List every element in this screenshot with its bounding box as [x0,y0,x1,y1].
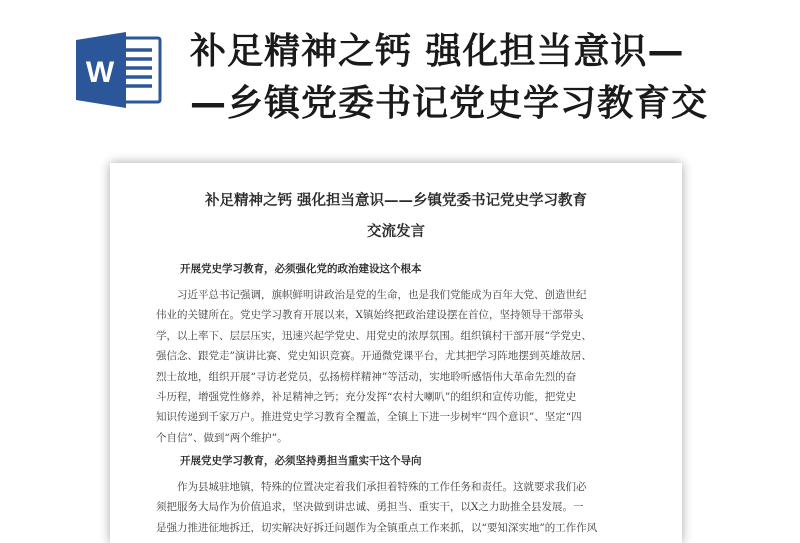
word-document-icon [76,32,164,108]
paragraph-line: 强信念、跟党走”演讲比赛、党史知识竞赛。开通微党课平台，尤其把学习阵地摆到英雄故居、 [156,350,592,363]
header-title [190,26,780,130]
paragraph-line: 作为县城驻地镇，特殊的位置决定着我们承担着特殊的工作任务和责任。这就要求我们必 [177,481,587,493]
word-icon-letter: W [85,56,115,89]
header-title-line: —乡镇党委书记党史学习教育交 [190,83,709,124]
paragraph-line: 习近平总书记强调，旗帜鲜明讲政治是党的生命，也是我们党能成为百年大党、创造世纪 [177,289,587,301]
document-title [110,185,682,247]
paragraph-line: 知识传递到千家万户。推进党史学习教育全覆盖，全镇上下进一步树牢“四个意识”、坚定“四 [156,411,582,424]
document-page [110,163,682,543]
paragraph [156,477,646,538]
paragraph-line: 学，以上率下、层层压实，迅速兴起学党史、用党史的浓厚氛围。组织镇村干部开展“学党史、 [156,329,592,342]
paragraph-line: 个自信”、做到“两个维护”。 [156,431,288,444]
paragraph-line: 是强力推进征地拆迁，切实解决好拆迁问题作为全镇重点工作来抓，以“要知深实地”的工作作风 [156,521,598,534]
paragraph-line: 须把服务大局作为价值追求，坚决做到讲忠诚、勇担当、重实干，以X之力助推全县发展。一 [156,501,584,514]
section-heading: 开展党史学习教育，必须强化党的政治建设这个根本 [180,263,422,275]
paragraph-line: 伟业的关键所在。党史学习教育开展以来，X镇始终把政治建设摆在首位，坚持领导干部带头 [156,309,584,322]
paragraph-line: 烈士故地，组织开展“寻访老党员，弘扬榜样精神”等活动，实地聆听感悟伟大革命先烈的奋 [156,370,577,383]
document-title-line: 补足精神之钙 强化担当意识——乡镇党委书记党史学习教育 [204,192,588,209]
paragraph-line: 斗历程，增强党性修养，补足精神之钙；充分发挥“农村大喇叭”的组织和宣传功能，把党史 [156,391,577,404]
paragraph [156,285,646,448]
header-title-line: 补足精神之钙 强化担当意识— [190,31,685,72]
section-heading: 开展党史学习教育，必须坚持勇担当重实干这个导向 [180,455,422,467]
document-title-line: 交流发言 [367,223,425,240]
